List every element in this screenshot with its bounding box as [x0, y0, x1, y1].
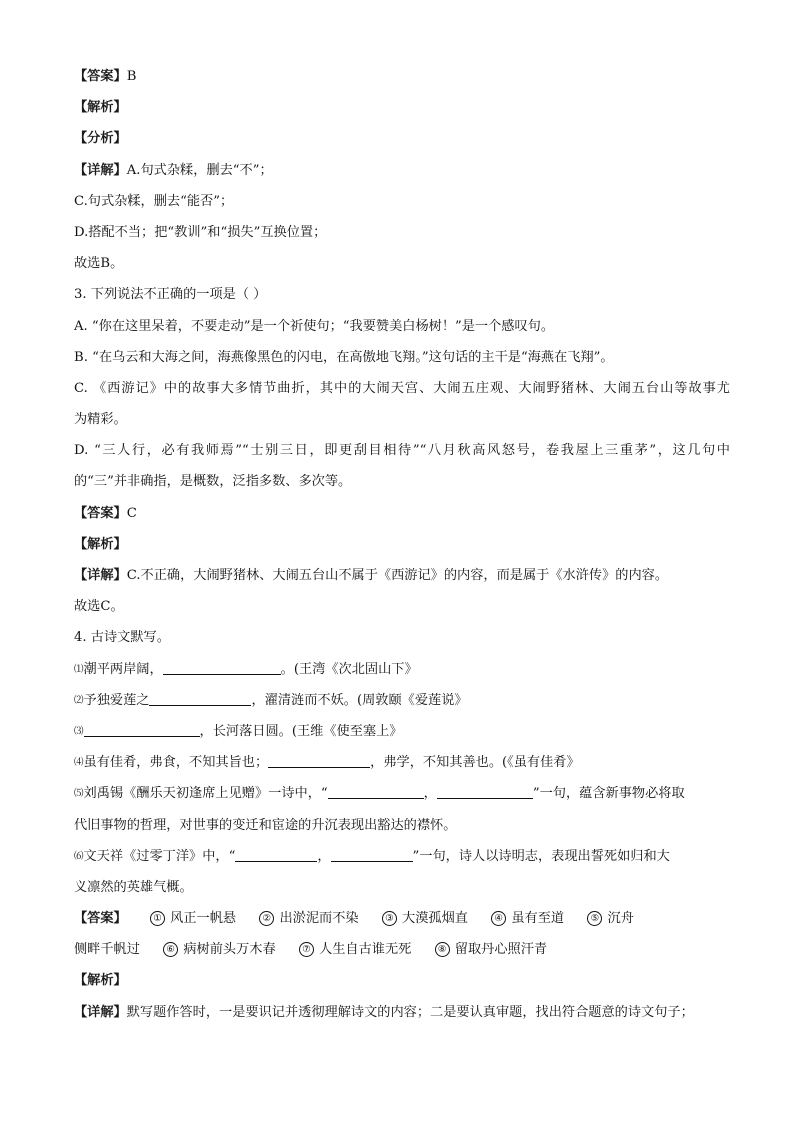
item-text: ”一句，蕴含新事物必将取 [532, 786, 685, 802]
q3-option-d-line1: D. “三人行，必有我师焉”“士别三日，即更刮目相待”“八月秋高风怒号，卷我屋上三重茅”，这几句中 [74, 443, 730, 459]
answer-number: ② [259, 911, 274, 926]
q3-option-c-line2: 为精彩。 [74, 412, 127, 428]
answer-text: 侧畔千帆过 [74, 942, 140, 958]
item-text: ，弗学，不知其善也。(《虽有佳肴》 [370, 755, 580, 771]
answer-value: C [126, 505, 137, 521]
q3-option-a: A. “你在这里呆着，不要走动”是一个祈使句；“我要赞美白杨树！”是一个感叹句。 [74, 318, 555, 334]
answer-value: B [126, 69, 137, 84]
answer-tag: 【答案】 [74, 505, 127, 521]
detail-tag: 【详解】 [74, 568, 127, 583]
q4-stem: 4. 古诗文默写。 [74, 630, 170, 646]
q2-answer-line [74, 61, 730, 92]
answer-item [149, 911, 236, 926]
answer-text: 出淤泥而不染 [279, 911, 359, 927]
q3-detail-line [74, 560, 730, 591]
item-text: 。(王湾《次北固山下》 [280, 661, 418, 677]
answer-tag: 【答案】 [74, 911, 127, 927]
answer-number: ⑦ [299, 942, 314, 957]
q3-answer-line [74, 498, 730, 529]
fill-blank [437, 784, 533, 799]
answer-item [162, 942, 276, 957]
q4-item3 [74, 716, 730, 747]
q4-item5-line2: 代旧事物的哲理，对世事的变迁和宦途的升沉表现出豁达的襟怀。 [74, 817, 457, 833]
q2-fenxi-line [74, 123, 730, 154]
q4-answer-line1 [74, 903, 730, 934]
fill-blank [163, 660, 281, 675]
q3-option-d-line2: 的“三”并非确指，是概数，泛指多数、多次等。 [74, 474, 352, 490]
detail-tag: 【详解】 [74, 162, 127, 178]
q3-analysis-line [74, 529, 730, 560]
fenxi-tag: 【分析】 [74, 131, 127, 147]
fill-blank [84, 722, 200, 737]
fill-blank [331, 847, 413, 862]
answer-text: 人生自古谁无死 [319, 942, 412, 958]
item-text: 虽有佳肴，弗食，不知其旨也； [83, 755, 269, 771]
q4-answer-line2 [74, 934, 730, 965]
item-number: ⑷ [74, 757, 84, 769]
q4-analysis-line [74, 965, 730, 996]
analysis-tag: 【解析】 [74, 100, 127, 116]
q4-item2 [74, 685, 730, 716]
answer-item [490, 911, 564, 926]
item-number: ⑸ [74, 788, 84, 800]
answer-item [586, 911, 634, 926]
item-text: 文天祥《过零丁洋》中，“ [83, 848, 236, 864]
q4-detail-line [74, 997, 730, 1028]
answer-text: 病树前头万木春 [183, 942, 276, 958]
answer-tag: 【答案】 [74, 69, 127, 84]
item-text: 刘禹锡《酬乐天初逢席上见赠》一诗中，“ [83, 786, 328, 802]
answer-number: ④ [491, 911, 506, 926]
fill-blank [268, 753, 370, 768]
q4-item6-line2: 义凛然的英雄气概。 [74, 879, 193, 895]
item-number: ⑶ [74, 725, 84, 737]
detail-text: A.句式杂糅，删去“不”； [126, 162, 273, 178]
answer-item [258, 911, 358, 926]
answer-text: 大漠孤烟直 [402, 911, 468, 927]
document-page [74, 61, 730, 1028]
analysis-tag: 【解析】 [74, 536, 127, 552]
fill-blank [149, 691, 251, 706]
answer-number: ⑥ [163, 942, 178, 957]
answer-item [381, 911, 468, 926]
q2-conclusion: 故选B。 [74, 256, 124, 272]
answer-text: 风正一帆悬 [170, 911, 237, 927]
q4-item5-line1 [74, 778, 730, 809]
q2-detail-a [74, 155, 730, 186]
q3-conclusion: 故选C。 [74, 599, 124, 615]
item-number: ⑵ [74, 694, 84, 706]
answer-number: ① [150, 911, 165, 926]
item-text: ”一句，诗人以诗明志，表现出誓死如归和大 [412, 848, 670, 864]
item-text: ， [423, 786, 437, 802]
item-text: 潮平两岸阔， [83, 661, 163, 677]
fill-blank [328, 784, 424, 799]
item-number: ⑴ [74, 663, 84, 675]
detail-text: 默写题作答时，一是要识记并透彻理解诗文的内容；二是要认真审题，找出符合题意的诗文句子； [126, 1004, 694, 1020]
answer-number: ③ [382, 911, 397, 926]
q2-analysis-line [74, 92, 730, 123]
item-text: ， [317, 848, 331, 864]
q4-item4 [74, 747, 730, 778]
detail-tag: 【详解】 [74, 1004, 127, 1020]
answer-text: 留取丹心照汗青 [454, 942, 548, 958]
answer-number: ⑤ [587, 911, 602, 926]
answer-number: ⑧ [435, 942, 450, 957]
answer-text: 虽有至道 [511, 911, 565, 927]
item-text: ，长河落日圆。(王维《使至塞上》 [199, 723, 403, 739]
q4-item1 [74, 654, 730, 685]
q3-stem: 3. 下列说法不正确的一项是（ ） [74, 287, 267, 303]
q2-detail-c: C.句式杂糅，删去“能否”； [74, 193, 234, 209]
answer-text: 沉舟 [607, 911, 634, 927]
analysis-tag: 【解析】 [74, 973, 127, 989]
q4-item6-line1 [74, 841, 730, 872]
q2-detail-d: D.搭配不当；把“教训”和“损失”互换位置； [74, 224, 327, 240]
q3-option-c-line1: C. 《西游记》中的故事大多情节曲折，其中的大闹天宫、大闹五庄观、大闹野猪林、大闹五台山等故事尤 [74, 380, 730, 396]
item-text: ，濯清涟而不妖。(周敦颐《爱莲说》 [251, 692, 468, 708]
fill-blank [235, 847, 317, 862]
item-text: 予独爱莲之 [83, 692, 150, 708]
item-number: ⑹ [74, 850, 84, 862]
detail-text: C.不正确，大闹野猪林、大闹五台山不属于《西游记》的内容，而是属于《水浒传》的内容。 [126, 568, 669, 583]
answer-item [434, 942, 548, 957]
q3-option-b: B. “在乌云和大海之间，海燕像黑色的闪电，在高傲地飞翔。”这句话的主干是“海燕在飞翔”。 [74, 349, 614, 365]
answer-item [298, 942, 412, 957]
